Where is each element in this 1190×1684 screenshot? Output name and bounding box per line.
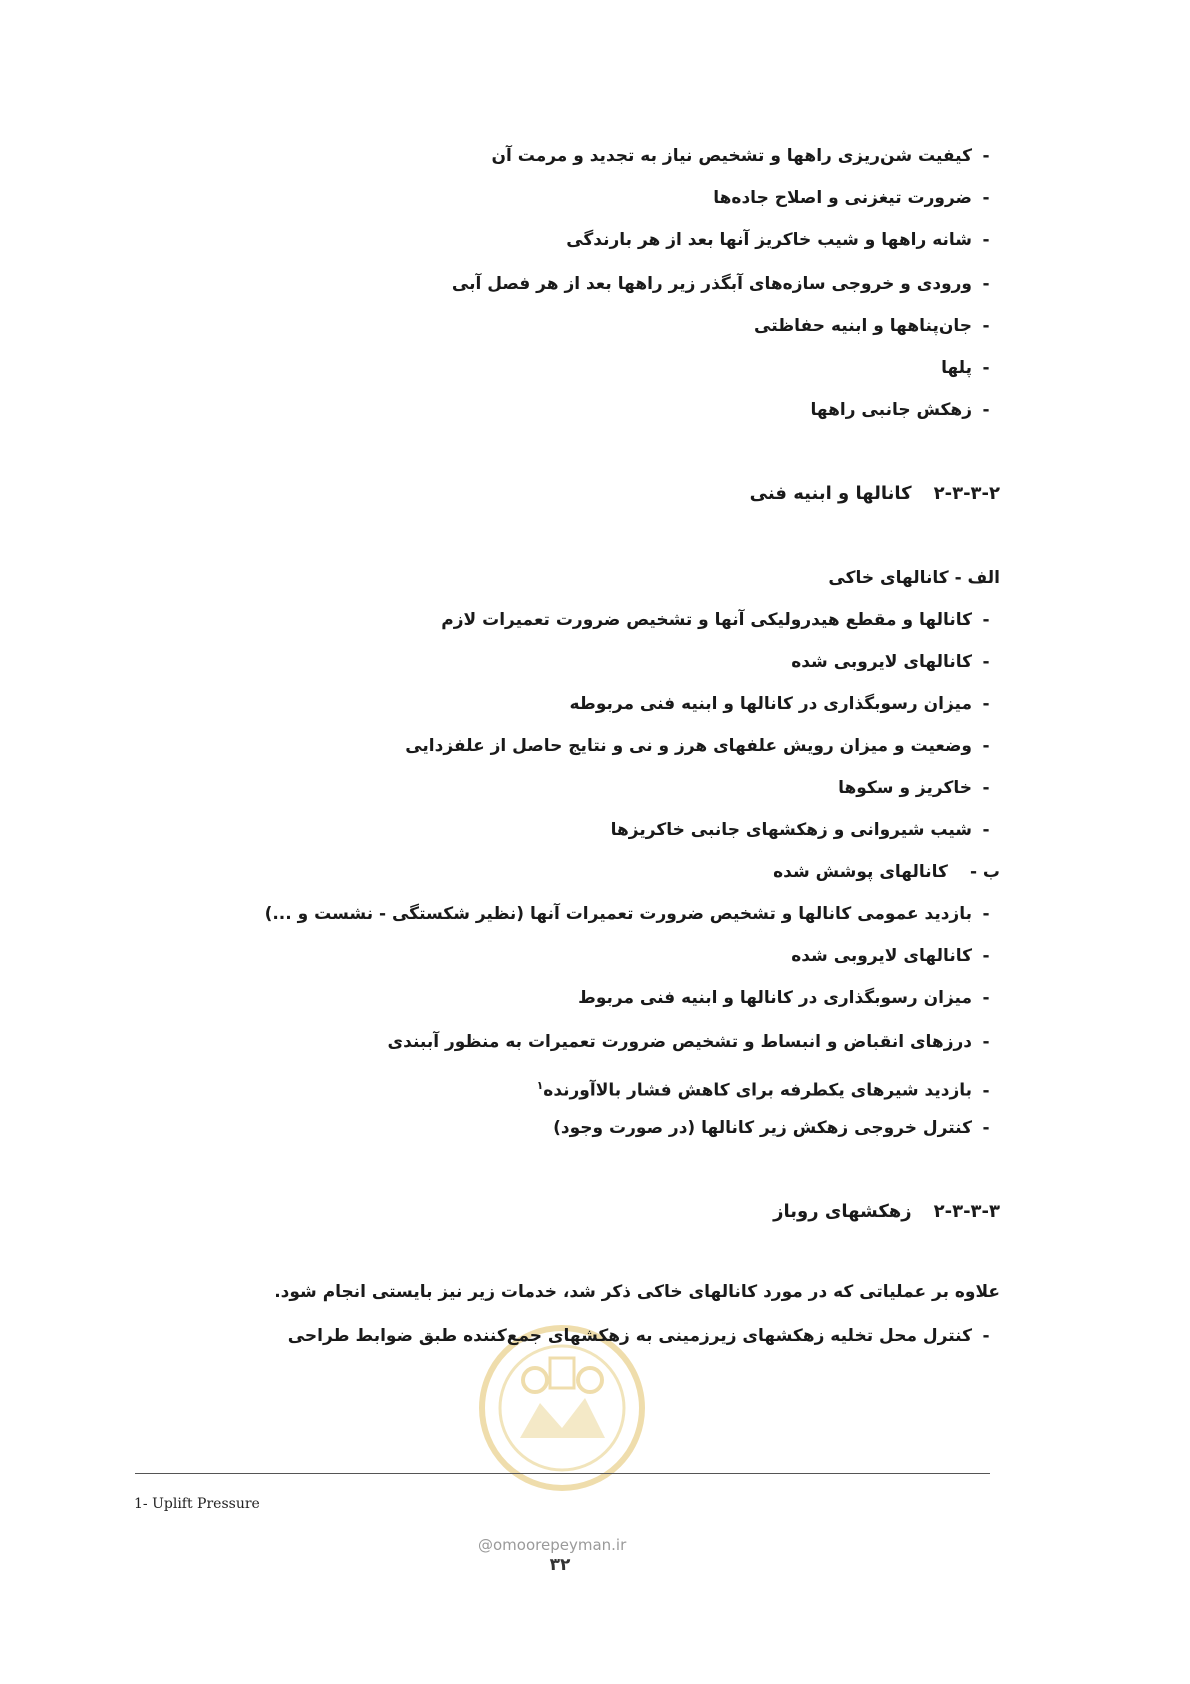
section-number: ۲-۳-۳-۲ [933, 483, 1000, 504]
footnote: 1- Uplift Pressure [134, 1496, 260, 1512]
list-item: -کانالها و مقطع هیدرولیکی آنها و تشخیص ضرورت تعمیرات لازم [441, 610, 990, 630]
footnote-separator [135, 1473, 990, 1474]
list-item: -زهکش جانبی راهها [810, 400, 990, 420]
section-heading [750, 482, 1000, 506]
list-item: -ورودی و خروجی سازه‌های آبگذر زیر راهها بعد از هر فصل آبی [451, 274, 990, 294]
list-item: -پلها [941, 358, 990, 378]
page-number: ۳۲ [549, 1555, 571, 1575]
list-item: -خاکریز و سکوها [838, 778, 990, 798]
paragraph: علاوه بر عملیاتی که در مورد کانالهای خاکی ذکر شد، خدمات زیر نیز بایستی انجام شود. [274, 1282, 1000, 1302]
list-item: -میزان رسوبگذاری در کانالها و ابنیه فنی مربوطه [569, 694, 990, 714]
list-item: -بازدید شیرهای یکطرفه برای کاهش فشار بالاآورنده$^۱$ [536, 1079, 990, 1101]
section-title: کانالها و ابنیه فنی [749, 483, 912, 504]
list-item: -ضرورت تیغزنی و اصلاح جاده‌ها [713, 188, 990, 208]
list-item: -درزهای انقباض و انبساط و تشخیص ضرورت تعمیرات به منظور آببندی [387, 1032, 990, 1052]
subsection-heading: الف - کانالهای خاکی [828, 568, 1000, 588]
list-item: -شیب شیروانی و زهکشهای جانبی خاکریزها [610, 820, 990, 840]
list-item: -وضعیت و میزان رویش علفهای هرز و نی و نتایج حاصل از علفزدایی [405, 736, 990, 756]
list-item: -کانالهای لایروبی شده [791, 652, 990, 672]
watermark-text: @omoorepeyman.ir [478, 1536, 627, 1554]
list-item: -کنترل خروجی زهکش زیر کانالها (در صورت وجود) [553, 1118, 990, 1138]
section-number: ۲-۳-۳-۳ [933, 1201, 1000, 1222]
section-heading [773, 1200, 1000, 1224]
section-title: زهکشهای روباز [773, 1201, 912, 1222]
footnote-marker: ۱ [536, 1079, 544, 1092]
subsection-heading: ب -کانالهای پوشش شده [773, 862, 1000, 882]
list-item: -کیفیت شن‌ریزی راهها و تشخیص نیاز به تجدید و مرمت آن [491, 146, 990, 166]
list-item: -کانالهای لایروبی شده [791, 946, 990, 966]
list-item: -شانه راهها و شیب خاکریز آنها بعد از هر بارندگی [566, 230, 990, 250]
list-item: -میزان رسوبگذاری در کانالها و ابنیه فنی مربوط [578, 988, 990, 1008]
list-item: -بازدید عمومی کانالها و تشخیص ضرورت تعمیرات آنها (نظیر شکستگی - نشست و ...) [264, 904, 990, 924]
list-item: -کنترل محل تخلیه زهکشهای زیرزمینی به زهکشهای جمع‌کننده طبق ضوابط طراحی [287, 1326, 990, 1346]
list-item: -جان‌پناهها و ابنیه حفاظتی [754, 316, 990, 336]
